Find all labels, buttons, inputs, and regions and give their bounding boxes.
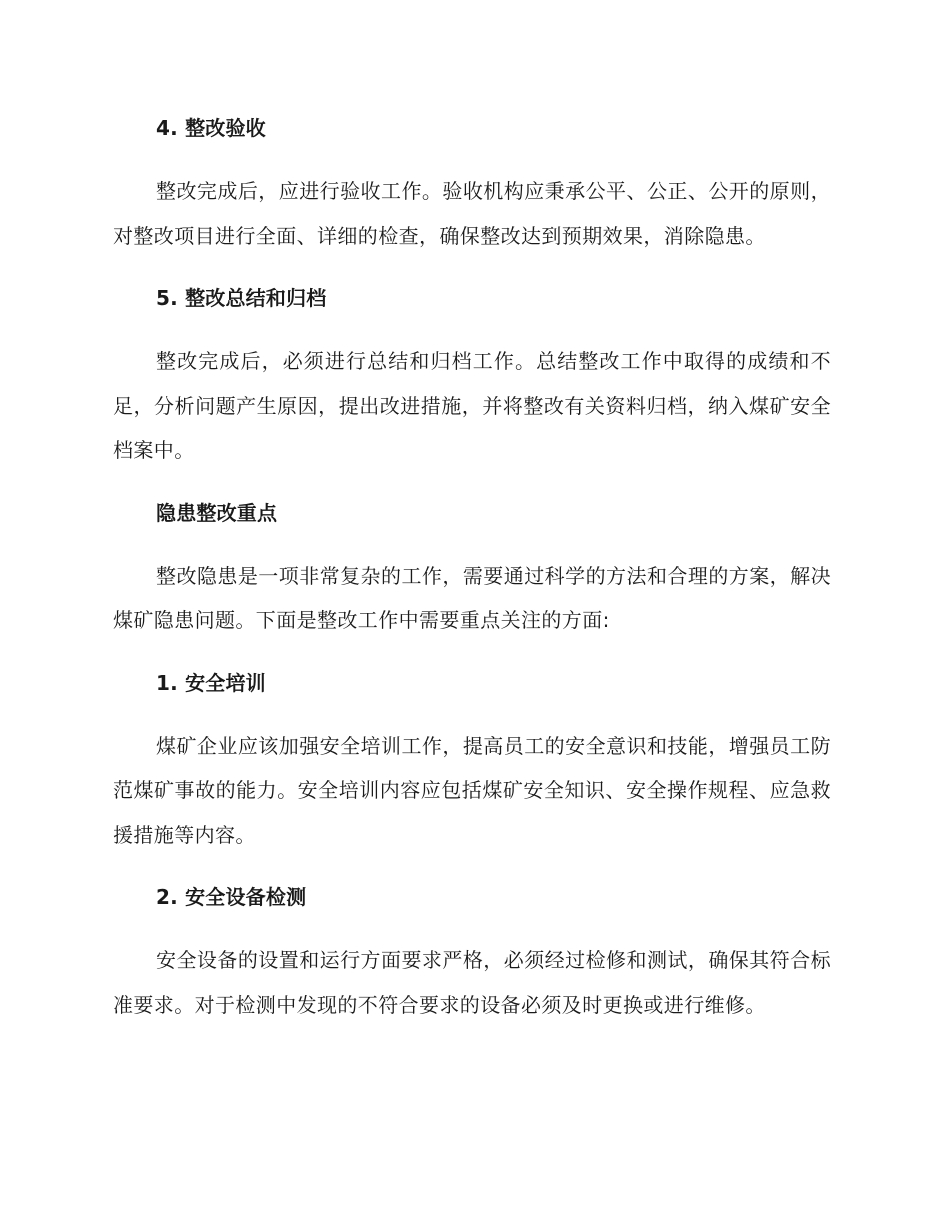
section-paragraph-acceptance: 整改完成后，应进行验收工作。验收机构应秉承公平、公正、公开的原则，对整改项目进行全面、详细的检查，确保整改达到预期效果，消除隐患。 [113,179,831,248]
section-heading-acceptance: 4. 整改验收 [156,116,266,140]
section-paragraph-summary-archive: 整改完成后，必须进行总结和归档工作。总结整改工作中取得的成绩和不足，分析问题产生原因，提出改进措施，并将整改有关资料归档，纳入煤矿安全档案中。 [113,349,831,462]
section-heading-safety-training: 1. 安全培训 [156,670,266,695]
section-paragraph-key-points: 整改隐患是一项非常复杂的工作，需要通过科学的方法和合理的方案，解决煤矿隐患问题。下面是整改工作中需要重点关注的方面: [113,563,831,632]
section-heading-equipment-inspection: 2. 安全设备检测 [156,885,307,909]
document-body [113,112,831,1027]
section-heading-key-points: 隐患整改重点 [156,500,278,525]
section-paragraph-safety-training: 煤矿企业应该加强安全培训工作，提高员工的安全意识和技能，增强员工防范煤矿事故的能力。安全培训内容应包括煤矿安全知识、安全操作规程、应急救援措施等内容。 [113,733,831,847]
section-paragraph-equipment-inspection: 安全设备的设置和运行方面要求严格，必须经过检修和测试，确保其符合标准要求。对于检测中发现的不符合要求的设备必须及时更换或进行维修。 [113,948,831,1017]
section-heading-summary-archive: 5. 整改总结和归档 [156,286,327,310]
